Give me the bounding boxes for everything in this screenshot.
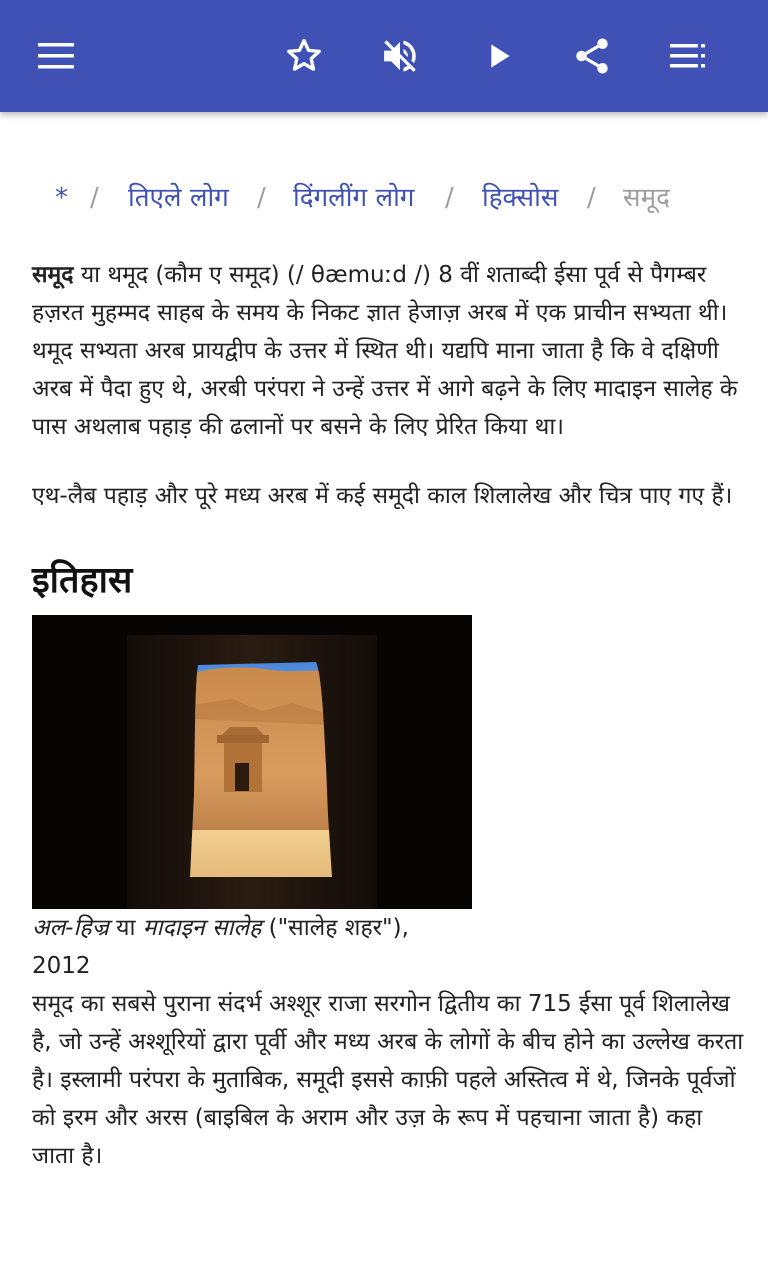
app-toolbar: [0, 0, 768, 112]
caption-joiner: या: [108, 915, 143, 941]
section-heading-history: इतिहास: [32, 560, 133, 601]
breadcrumb: [0, 176, 768, 220]
article-subject: समूद: [32, 262, 74, 288]
star-icon: [283, 35, 325, 77]
paragraph: समूद का सबसे पुराना संदर्भ अश्शूर राजा सरगोन द्वितीय का 715 ईसा पूर्व शिलालेख है, जो उन्हें अश्शूरियों द्वारा पूर्वी और मध्य अरब के लोगों के बीच होने का उल्लेख करता है। इस्लामी परंपरा के मुताबिक, समूदी इससे काफ़ी पहले अस्तित्व में थे, जिनके पूर्वजों को इरम और अरस (बाइबिल के अराम और उज़ के रूप में पहचाना जाता है) कहा जाता है।: [32, 991, 744, 1169]
breadcrumb-item-home[interactable]: *: [55, 183, 68, 213]
favorite-button[interactable]: [276, 28, 332, 84]
play-icon: [478, 36, 518, 76]
contents-button[interactable]: [660, 28, 716, 84]
breadcrumb-current: समूद: [623, 183, 670, 213]
menu-icon: [36, 36, 76, 76]
breadcrumb-separator: /: [587, 183, 596, 213]
caption-place-2: मादाइन सालेह: [142, 915, 262, 941]
breadcrumb-item-1[interactable]: तिएले लोग: [128, 183, 229, 213]
breadcrumb-item-2[interactable]: दिंगलींग लोग: [293, 183, 415, 213]
breadcrumb-separator: /: [445, 183, 454, 213]
volume-off-icon: [379, 35, 421, 77]
article-image[interactable]: [32, 615, 472, 909]
list-icon: [668, 36, 708, 76]
article-body: [32, 256, 744, 1175]
intro-text: या थमूद (कौम ए समूद) (/ θæmuːd /) 8 वीं शताब्दी ईसा पूर्व से पैगम्बर हज़रत मुहम्मद साहब के समय के निकट ज्ञात हेजाज़ अरब में एक प्राचीन सभ्यता थी। थमूद सभ्यता अरब प्रायद्वीप के उत्तर में स्थित थी। यद्यपि माना जाता है कि वे दक्षिणी अरब में पैदा हुए थे, अरबी परंपरा ने उन्हें उत्तर में आगे बढ़ने के लिए मादाइन सालेह के पास अथलाब पहाड़ की ढलानों पर बसने के लिए प्रेरित किया था।: [32, 262, 738, 440]
rock-tomb-photo: [32, 615, 472, 909]
breadcrumb-item-3[interactable]: हिक्सोस: [482, 183, 559, 213]
image-caption: [32, 909, 472, 985]
caption-year: 2012: [32, 953, 91, 979]
share-button[interactable]: [564, 28, 620, 84]
breadcrumb-separator: /: [90, 183, 99, 213]
play-button[interactable]: [470, 28, 526, 84]
caption-place-1: अल-हिज्र: [32, 915, 109, 941]
intro-paragraph: [32, 256, 744, 446]
breadcrumb-separator: /: [257, 183, 266, 213]
share-icon: [571, 35, 613, 77]
caption-gloss: ("सालेह शहर"),: [261, 915, 409, 941]
paragraph: एथ-लैब पहाड़ और पूरे मध्य अरब में कई समूदी काल शिलालेख और चित्र पाए गए हैं।: [32, 483, 733, 509]
menu-button[interactable]: [28, 28, 84, 84]
mute-button[interactable]: [372, 28, 428, 84]
